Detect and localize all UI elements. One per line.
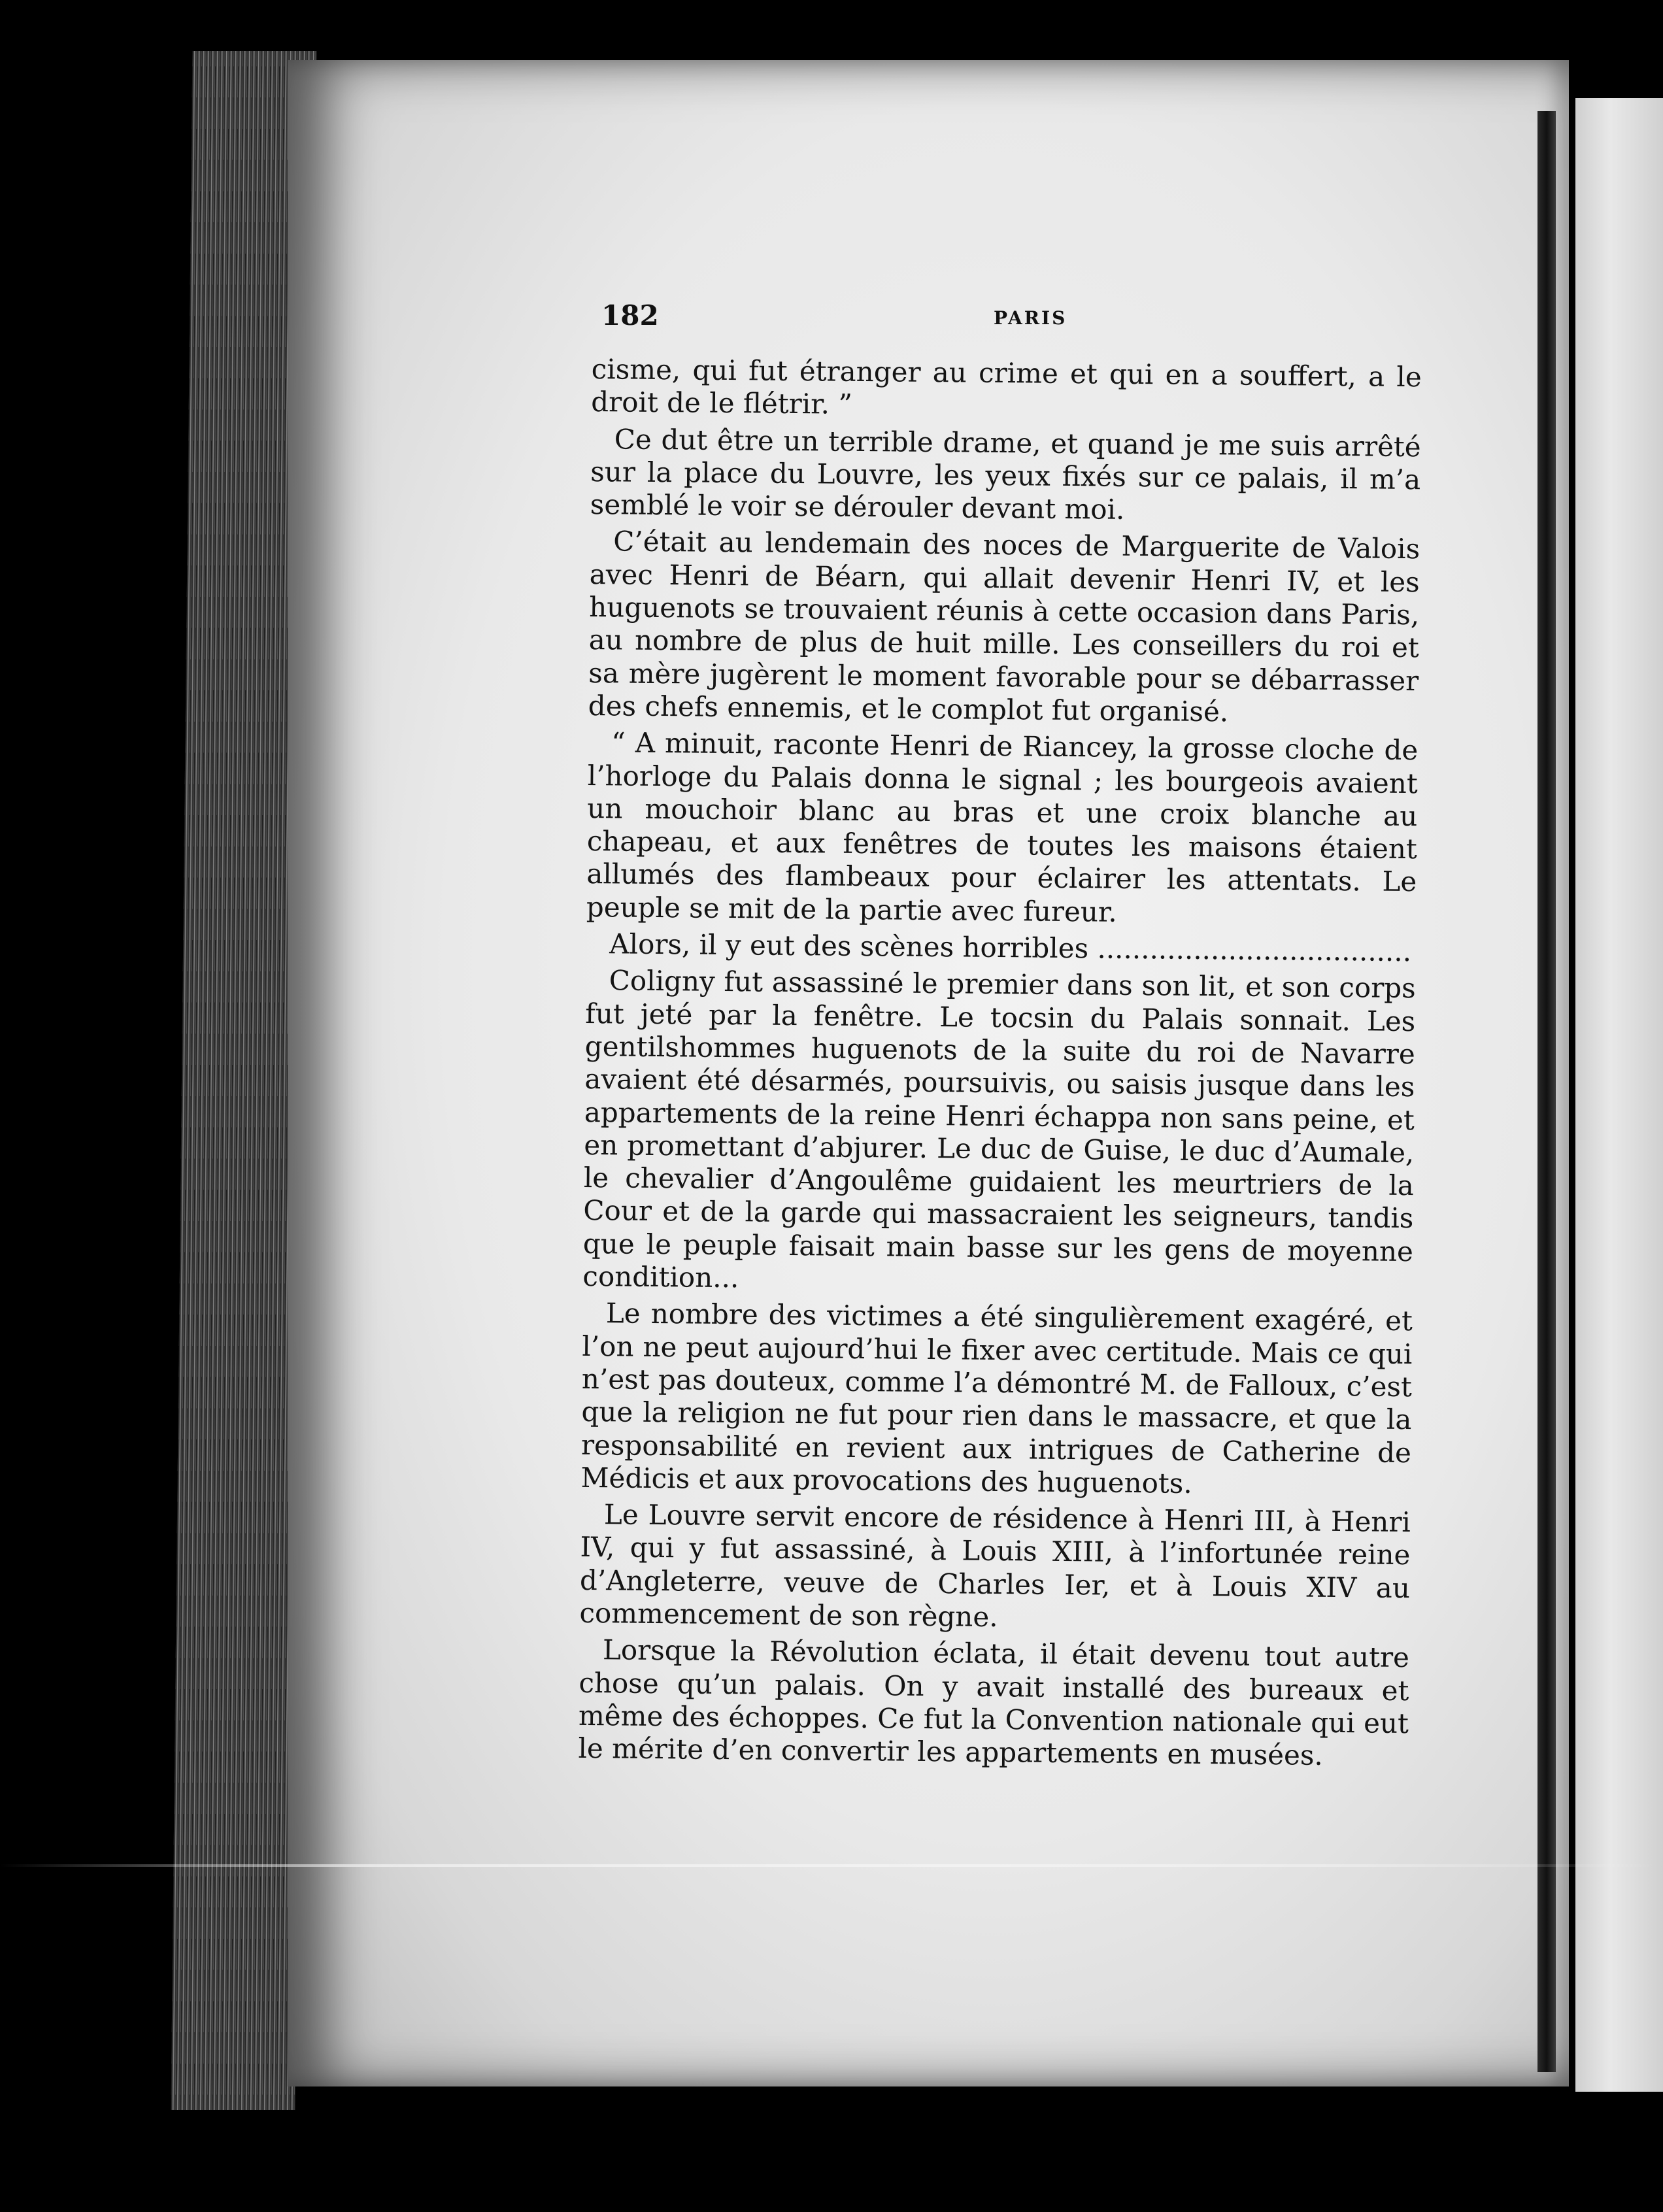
paragraph: C’était au lendemain des noces de Marguerite de Valois avec Henri de Béarn, qui allait devenir Henri IV, et les huguenots se trouvaient réunis à cette occasion dans Paris, au nombre de plus de huit mille. Les conseillers du roi et sa mère jugèrent le moment favorable pour se débarrasser des chefs ennemis, et le complot fut organisé.: [588, 525, 1420, 728]
next-page-sliver: [1575, 98, 1663, 2092]
paragraph: Ce dut être un terrible drame, et quand je me suis arrêté sur la place du Louvre, les yeux fixés sur ce palais, il m’a semblé le voir se dérouler devant moi.: [590, 422, 1421, 526]
running-title: PARIS: [994, 307, 1067, 329]
paragraph: cisme, qui fut étranger au crime et qui en a souffert, a le droit de le flétrir. ”: [591, 353, 1422, 421]
body-text: [578, 353, 1422, 1777]
page-number: 182: [601, 299, 659, 331]
paragraph: Le Louvre servit encore de résidence à Henri III, à Henri IV, qui y fut assassiné, à Louis XIII, à l’infortunée reine d’Angleterre, veuve de Charles Ier, et à Louis XIV au commencement de son règne.: [579, 1498, 1411, 1634]
paragraph: Alors, il y eut des scènes horribles ....................................: [609, 928, 1412, 968]
paragraph: “ A minuit, raconte Henri de Riancey, la grosse cloche de l’horloge du Palais donna le signal ; les bourgeois avaient un mouchoir blanc au bras et une croix blanche au chapeau, et aux fenêtres de toutes les maisons étaient allumés des flambeaux pour éclairer les attentats. Le peuple se mit de la partie avec fureur.: [586, 726, 1419, 928]
page-gutter: [1537, 111, 1556, 2072]
paragraph: Le nombre des victimes a été singulièrement exagéré, et l’on ne peut aujourd’hui le fixer avec certitude. Mais ce qui n’est pas douteux, comme l’a démontré M. de Falloux, c’est que la religion ne fut pour rien dans le massacre, et que la responsabilité en revient aux intrigues de Catherine de Médicis et aux provocations des huguenots.: [580, 1297, 1413, 1500]
scan-artifact-line: [0, 1864, 1663, 1867]
paragraph: Lorsque la Révolution éclata, il était devenu tout autre chose qu’un palais. On y avait installé des bureaux et même des échoppes. Ce fut la Convention nationale qui eut le mérite d’en convertir les appartements en musées.: [578, 1634, 1410, 1772]
page-header: [601, 299, 1419, 345]
paragraph: Coligny fut assassiné le premier dans son lit, et son corps fut jeté par la fenêtre. Le tocsin du Palais sonnait. Les gentilshommes huguenots de la suite du roi de Navarre avaient été désarmés, poursuivis, ou saisis jusque dans les appartements de la reine Henri échappa non sans peine, et en promettant d’abjurer. Le duc de Guise, le duc d’Aumale, le chevalier d’Angoulême guidaient les meurtriers de la Cour et de la garde qui massacraient les seigneurs, tandis que le peuple faisait main basse sur les gens de moyenne condition...: [582, 964, 1416, 1294]
